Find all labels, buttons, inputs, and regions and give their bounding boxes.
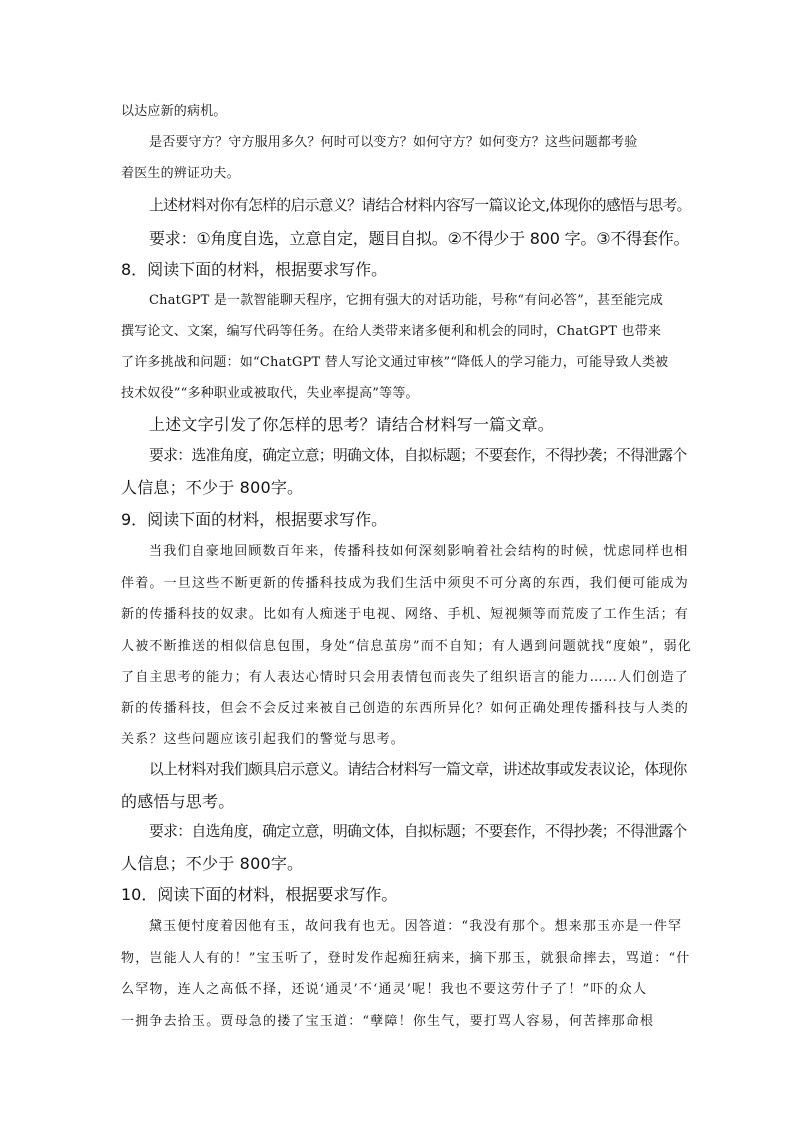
- q8-requirements-line-2: 人信息；不少于 800字。: [121, 478, 304, 497]
- q7-material-line-2: 是否要守方？守方服用多久？何时可以变方？如何守方？如何变方？这些问题都考验: [149, 135, 638, 150]
- q9-requirements-line-2: 人信息；不少于 800字。: [121, 854, 304, 873]
- q7-material-line-1: 以达应新的病机。: [121, 104, 227, 119]
- q10-material-line-4: 一拥争去拾玉。贾母急的搂了宝玉道：“孽障！你生气，要打骂人容易，何苦摔那命根: [121, 1014, 655, 1029]
- q10-material-line-2: 物，岂能人人有的！”宝玉听了，登时发作起痴狂病来，摘下那玉，就狠命摔去，骂道：“什: [121, 951, 691, 966]
- q8-material-line-4: 技术奴役”“多种职业或被取代，失业率提高”等等。: [121, 386, 419, 401]
- q9-title: 9．阅读下面的材料，根据要求写作。: [121, 510, 388, 529]
- q9-material-line-7: 关系？这些问题应该引起我们的警觉与思考。: [121, 732, 406, 747]
- q7-requirements: 要求：①角度自选，立意自定，题目自拟。②不得少于 800 字。③不得套作。: [149, 229, 690, 248]
- q9-material-line-5: 了自主思考的能力；有人表达心情时只会用表情包而丧失了组织语言的能力……人们创造了: [121, 670, 690, 685]
- q8-title: 8．阅读下面的材料，根据要求写作。: [121, 260, 388, 279]
- q7-material-line-3: 着医生的辨证功夫。: [121, 166, 240, 181]
- q8-material-line-2: 撰写论文、文案，编写代码等任务。在给人类带来诸多便利和机会的同时，ChatGPT 也带来: [121, 324, 662, 339]
- q10-title: 10．阅读下面的材料，根据要求写作。: [121, 885, 398, 904]
- q9-material-line-1: 当我们自豪地回顾数百年来，传播科技如何深刻影响着社会结构的时候，忧虑同样也相: [149, 544, 689, 559]
- q10-material-line-1: 黛玉便忖度着因他有玉，故问我有也无。因答道：“我没有那个。想来那玉亦是一件罕: [149, 919, 683, 934]
- q9-material-line-3: 新的传播科技的奴隶。比如有人痴迷于电视、网络、手机、短视频等而荒废了工作生活；有: [121, 607, 690, 622]
- q8-requirements-line-1: 要求：选准角度，确定立意；明确文体，自拟标题；不要套作，不得抄袭；不得泄露个: [149, 447, 687, 464]
- q7-prompt: 上述材料对你有怎样的启示意义？请结合材料内容写一篇议论文,体现你的感悟与思考。: [149, 197, 691, 214]
- q8-material-line-3: 了许多挑战和问题：如“ChatGPT 替人写论文通过审核”“降低人的学习能力，可能导致人类被: [121, 355, 669, 370]
- q9-material-line-6: 新的传播科技，但会不会反过来被自己创造的东西所异化？如何正确处理传播科技与人类的: [121, 701, 690, 716]
- q9-prompt-line-1: 以上材料对我们颇具启示意义。请结合材料写一篇文章，讲述故事或发表议论，体现你: [149, 761, 687, 778]
- q10-material-line-3: 么罕物，连人之高低不择，还说‘通灵’不‘通灵’呢！我也不要这劳什子了！”吓的众人: [121, 982, 648, 997]
- q9-material-line-4: 人被不断推送的相似信息包围，身处“信息茧房”而不自知；有人遇到问题就找“度娘”，弱化: [121, 639, 692, 654]
- q8-prompt: 上述文字引发了你怎样的思考？请结合材料写一篇文章。: [149, 415, 555, 434]
- q9-prompt-line-2: 的感悟与思考。: [121, 792, 235, 811]
- q9-material-line-2: 伴着。一旦这些不断更新的传播科技成为我们生活中须臾不可分离的东西，我们便可能成为: [121, 576, 690, 591]
- q9-requirements-line-1: 要求：自选角度，确定立意，明确文体，自拟标题；不要套作，不得抄袭；不得泄露个: [149, 823, 687, 840]
- q8-material-line-1: ChatGPT 是一款智能聊天程序，它拥有强大的对话功能，号称“有问必答”，甚至能完成: [149, 293, 664, 308]
